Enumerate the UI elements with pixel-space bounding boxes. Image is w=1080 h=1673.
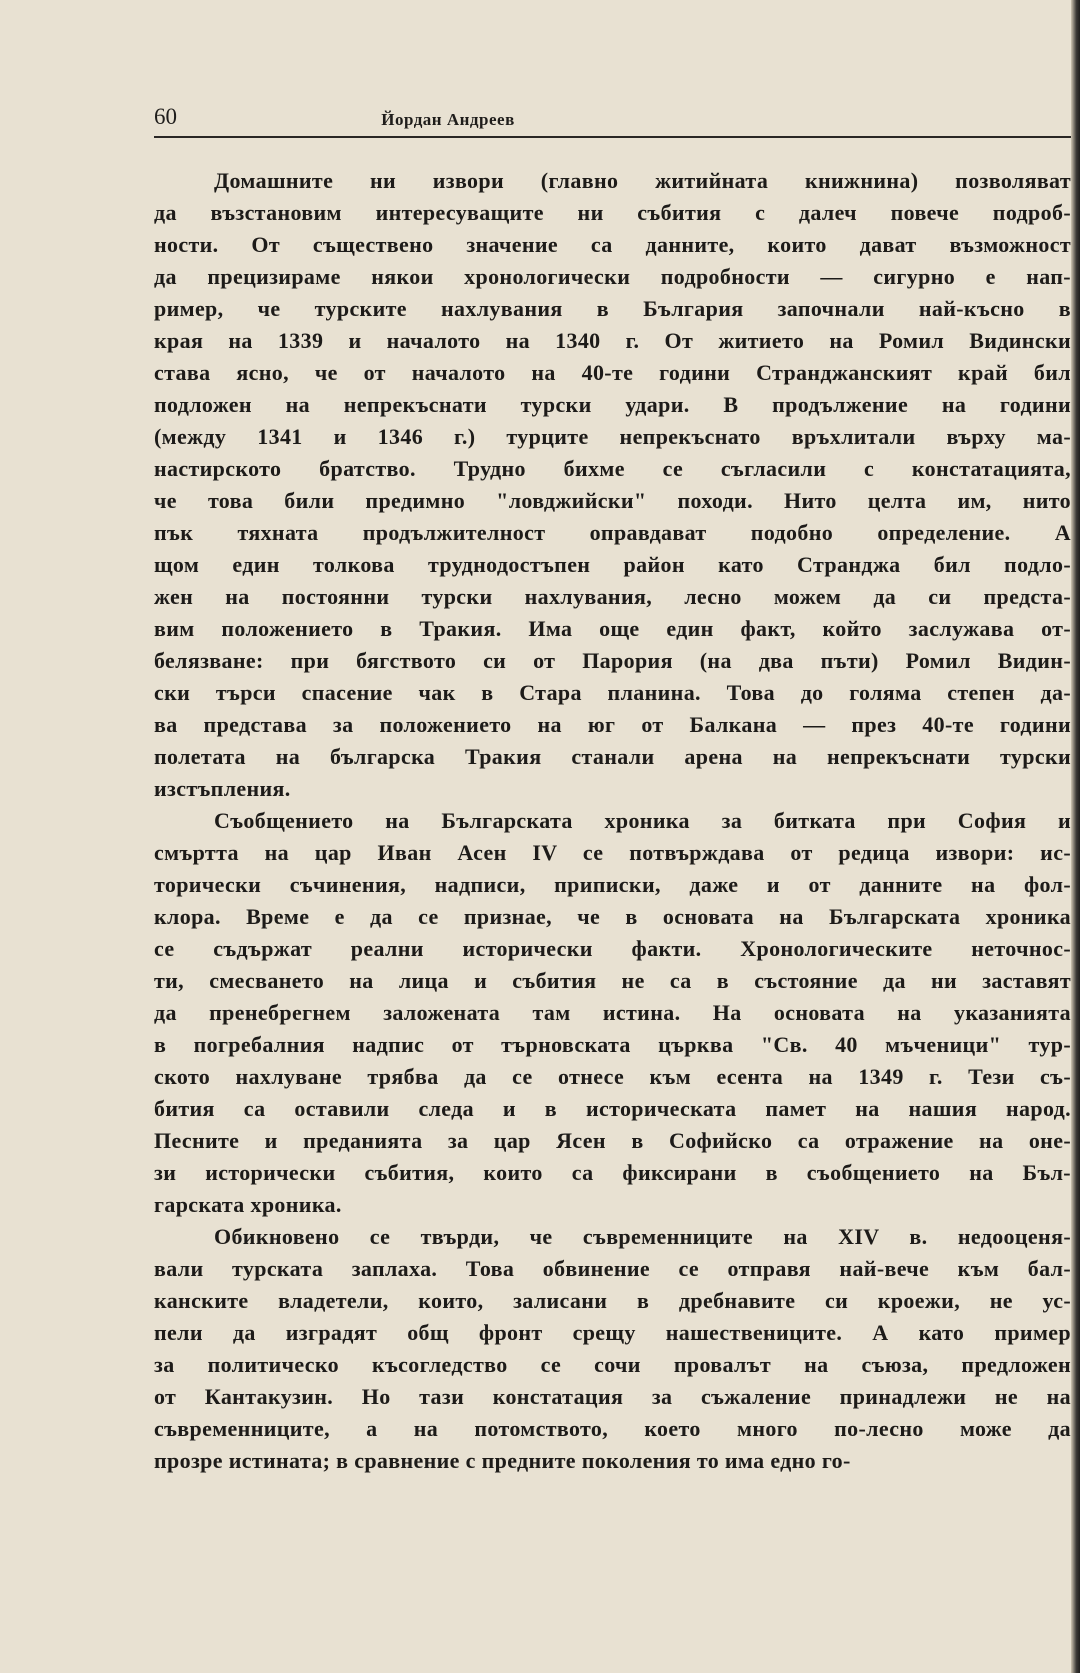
text-line: пели да изградят общ фронт срещу нашествениците. А като пример [154, 1320, 1071, 1345]
header-rule [154, 136, 1071, 138]
text-line: от Кантакузин. Но тази констатация за съжаление принадлежи не на [154, 1384, 1071, 1409]
page-header [154, 100, 1071, 136]
text-line: в погребалния надпис от търновската църква "Св. 40 мъченици" тур- [154, 1032, 1071, 1057]
text-line: жен на постоянни турски нахлувания, лесно можем да си предста- [154, 584, 1071, 609]
page-number: 60 [154, 104, 177, 129]
text-line: става ясно, че от началото на 40-те години Странджанският край бил [154, 360, 1071, 385]
text-line: ски търси спасение чак в Стара планина. Това до голяма степен да- [154, 680, 1071, 705]
text-line: изстъпления. [154, 776, 291, 801]
text-line: за политическо късогледство се сочи провалът на съюза, предложен [154, 1352, 1071, 1377]
text-line: (между 1341 и 1346 г.) турците непрекъснато връхлитали върху ма- [154, 424, 1071, 449]
text-line: ското нахлуване трябва да се отнесе към есента на 1349 г. Тези съ- [154, 1064, 1071, 1089]
text-line: белязване: при бягството си от Парория (на два пъти) Ромил Видин- [154, 648, 1071, 673]
text-line: Обикновено се твърди, че съвременниците на XIV в. недооценя- [214, 1224, 1071, 1249]
text-line: бития са оставили следа и в историческата памет на нашия народ. [154, 1096, 1071, 1121]
running-head: Йордан Андреев [381, 110, 515, 129]
text-line: да пренебрегнем заложената там истина. На основата на указанията [154, 1000, 1071, 1025]
text-line: полетата на българска Тракия станали арена на непрекъснати турски [154, 744, 1071, 769]
text-line: се съдържат реални исторически факти. Хронологическите неточнос- [154, 936, 1071, 961]
text-line: ва представа за положението на юг от Балкана — през 40-те години [154, 712, 1071, 737]
text-line: вали турската заплаха. Това обвинение се отправя най-вече към бал- [154, 1256, 1071, 1281]
paragraph-1 [154, 165, 1071, 805]
text-line: Домашните ни извори (главно житийната книжнина) позволяват [214, 168, 1071, 193]
text-line: края на 1339 и началото на 1340 г. От житието на Ромил Видински [154, 328, 1071, 353]
text-line: канските владетели, които, залисани в дребнавите си кроежи, не ус- [154, 1288, 1071, 1313]
text-line: ти, смесването на лица и събития не са в състояние да ни заставят [154, 968, 1071, 993]
text-line: Съобщението на Българската хроника за битката при София и [214, 808, 1071, 833]
text-line: ности. От съществено значение са данните, които дават възможност [154, 232, 1071, 257]
text-line: щом един толкова труднодостъпен район като Странджа бил подло- [154, 552, 1071, 577]
text-line: ример, че турските нахлувания в България започнали най-късно в [154, 296, 1071, 321]
text-line: съвременниците, а на потомството, което много по-лесно може да [154, 1416, 1071, 1441]
text-line: пък тяхната продължителност оправдават подобно определение. А [154, 520, 1071, 545]
text-line: гарската хроника. [154, 1192, 342, 1217]
text-line: подложен на непрекъснати турски удари. В продължение на години [154, 392, 1071, 417]
text-line: Песните и преданията за цар Ясен в Софийско са отражение на оне- [154, 1128, 1071, 1153]
text-line: зи исторически събития, които са фиксирани в съобщението на Бъл- [154, 1160, 1071, 1185]
paragraph-3 [154, 1221, 1071, 1477]
text-line: вим положението в Тракия. Има още един факт, който заслужава от- [154, 616, 1071, 641]
text-line: клора. Време е да се признае, че в основата на Българската хроника [154, 904, 1071, 929]
page-edge-shadow [1071, 0, 1080, 1673]
paragraph-2 [154, 805, 1071, 1221]
text-line: да прецизираме някои хронологически подробности — сигурно е нап- [154, 264, 1071, 289]
text-line: прозре истината; в сравнение с предните поколения то има едно го- [154, 1448, 851, 1473]
text-line: смъртта на цар Иван Асен IV се потвърждава от редица извори: ис- [154, 840, 1071, 865]
text-line: че това били предимно "ловджийски" походи. Нито целта им, нито [154, 488, 1071, 513]
text-line: настирското братство. Трудно бихме се съгласили с констатацията, [154, 456, 1071, 481]
text-line: торически съчинения, надписи, приписки, даже и от данните на фол- [154, 872, 1071, 897]
text-line: да възстановим интересуващите ни събития с далеч повече подроб- [154, 200, 1071, 225]
body-text [154, 165, 1071, 1477]
